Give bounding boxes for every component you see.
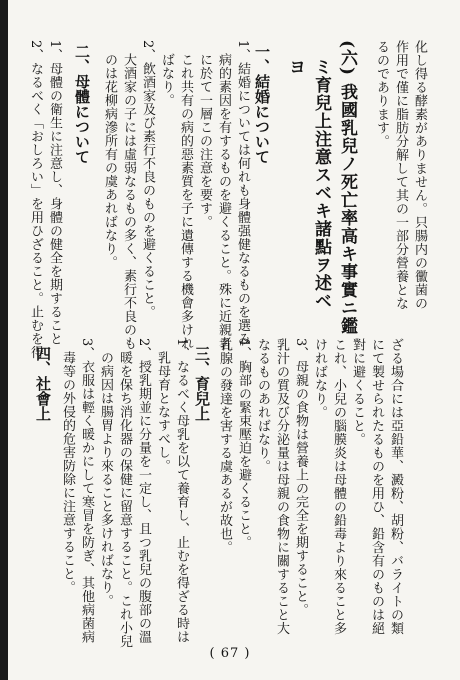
text-line: 暖を保ち消化器の保健に留意すること。これ小兒 [117,351,132,648]
text-line: 乳腺の發達を害する虞あるが故也。 [217,338,232,554]
text-line: 1、なるべく母乳を以て養育し、止むを得ざる時は [174,338,189,644]
section-heading-society: 四、社會上 [34,346,52,421]
text-block-top-right [372,40,429,310]
text-line: に於て一層この注意を要す。 [197,53,212,229]
text-line: るのであります。 [374,40,389,148]
text-line: 作用で僅に脂肪分解して其の一部分營養とな [393,40,408,310]
text-line: ざる場合には亞鉛華、澱粉、胡粉、バライトの類 [388,338,403,635]
text-block-mother [26,40,64,359]
text-line: 4、胸部の緊束壓迫を避くること。 [236,338,251,550]
text-line: の病因は腸胃より來ること多ければなり。 [98,351,113,608]
chapter-title [282,40,360,335]
text-line: 化し得る酵素がありません。只腸内の黴菌の [412,40,427,310]
text-line: 乳汁の質及び分泌量は母親の食物に關すること大 [274,338,289,635]
scan-border [0,0,8,680]
text-line: 病的素因を有するものを避くること。殊に近親者 [216,53,231,350]
text-block-marriage [100,40,252,350]
chapter-title-line: (六) 我國乳兒ノ死亡率高キ事實ニ鑑 [337,40,357,336]
text-line: 毒等の外侵的危害防除に注意すること。 [60,351,75,594]
chapter-title-line: ミ育兒上注意スベキ諸點ヲ述ベ [311,58,331,310]
text-line: これ共有の病的惡素質を子に遺傳する機會多けれ [178,53,193,350]
text-line: これ、小兒の腦膜炎は母體の鉛毒より來ること多 [331,338,346,635]
text-line: 2、なるべく「おしろい」を用ひざること。止むを得 [28,40,43,360]
text-line: 1、結婚については何れも身體强健なるものを選み [235,40,250,346]
text-line: 對に避くること。 [350,338,365,446]
text-block-bottom-right [215,338,405,635]
section-heading-marriage: 一、結婚について [253,44,271,164]
text-line: にて製せられたるものを用ひ、鉛含有のものは絕 [369,338,384,635]
chapter-title-line: ヨ [285,58,305,76]
text-line: 3、衣服は輕く暖かにして寒冒を防ぎ、其他病菌病 [79,338,94,644]
text-line: 1、母體の衛生に注意し、身體の健全を期すること [47,40,62,346]
text-line: 大酒家の子には虛弱なるもの多く、素行不良のも [121,53,136,350]
text-line: 2、飲酒家及び素行不良のものを避くること。 [140,40,155,319]
text-line: 3、母親の食物は營養上の完全を期すること。 [293,338,308,617]
text-line: 2、授乳期並に分量を一定し、且つ乳兒の腹部の溫 [136,338,151,644]
text-line: のは花柳病滲所有の虞あればなり。 [102,53,117,269]
text-line: なるものあればなり。 [255,338,270,473]
section-heading-mother: 二、母體について [73,44,91,164]
text-line: ばなり。 [159,53,174,107]
page-number: ( 67 ) [209,646,251,661]
text-block-childcare [58,338,191,648]
text-line: ければなり。 [312,338,327,419]
text-line: 乳母育となすべし。 [155,351,170,473]
section-heading-childcare: 三、育兒上 [193,346,211,421]
